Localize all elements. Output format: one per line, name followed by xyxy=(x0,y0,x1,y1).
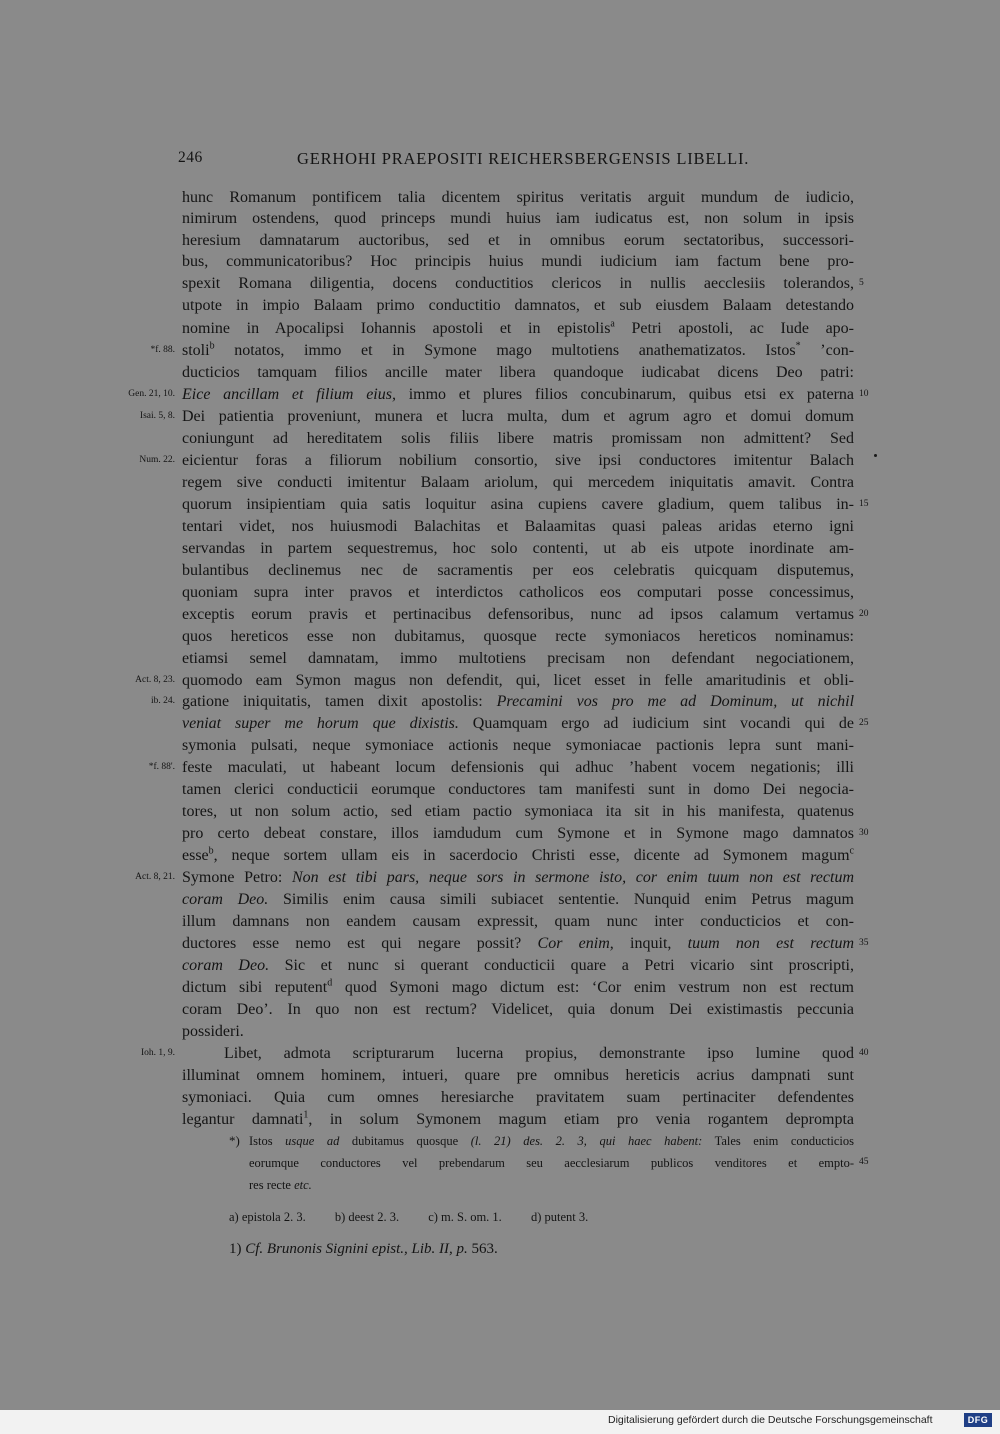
text-line: symoniaci. Quia cum omnes heresiarche pravitatem suam pertinaciter defendentes xyxy=(182,1089,854,1106)
text-segment: notatos, immo et in Symone mago multotiens anathematizatos. Istos xyxy=(234,342,796,359)
text-line: tentari videt, nos huiusmodi Balachitas et Balaamitas quasi paleas aridas eterno igni xyxy=(182,518,854,535)
line-number: 30 xyxy=(859,828,869,838)
line-number: 25 xyxy=(859,718,869,728)
text-line xyxy=(182,845,854,866)
margin-reference: Isai. 5, 8. xyxy=(139,411,175,421)
footnote-number: 1) xyxy=(229,1241,242,1257)
star-note-line xyxy=(249,1130,854,1152)
margin-reference: *f. 88. xyxy=(150,345,175,355)
text-line xyxy=(182,713,854,734)
footnote-text: 563. xyxy=(471,1241,498,1257)
text-line: pro certo debeat constare, illos iamdudum cum Symone et in Symone mago damnatos xyxy=(182,825,854,842)
star-note-line xyxy=(249,1174,854,1196)
margin-reference: Num. 22. xyxy=(139,455,175,465)
text-line: quoniam supra inter pravos et interdictos catholicos eos computari posse concessimus, xyxy=(182,584,854,601)
text-line: symonia pulsati, neque symoniace actionis neque symoniacae pactionis lepra sunt mani- xyxy=(182,737,854,754)
line-number: 45 xyxy=(859,1157,869,1167)
funding-notice: Digitalisierung gefördert durch die Deutsche Forschungsgemeinschaft xyxy=(608,1414,933,1426)
margin-reference: Gen. 21, 10. xyxy=(128,389,175,399)
note-text: res recte xyxy=(249,1178,291,1192)
text-line: regem sive conducti imitentur Balaam ariolum, qui mercedem iniquitatis amavit. Contra xyxy=(182,474,854,491)
text-line: hunc Romanum pontificem talia dicentem spiritus veritatis arguit mundum de iudicio, xyxy=(182,189,854,206)
text-line: etiamsi semel damnatam, immo multotiens precisam non defendant negociationem, xyxy=(182,650,854,667)
text-line: illum damnans non eandem causam expressit, quam nunc inter conducticios et con- xyxy=(182,913,854,930)
note-text: Tales enim conducticios xyxy=(714,1134,855,1148)
note-text: etc. xyxy=(294,1178,312,1192)
ink-speck xyxy=(874,454,877,457)
margin-reference: *f. 88'. xyxy=(148,762,175,772)
text-segment: ’habent vocem negationis; illi xyxy=(628,759,855,776)
text-line: tamen clerici conducticii eorumque conductores tam manifesti sunt in domo Dei negocia- xyxy=(182,781,854,798)
quotation: coram Deo. xyxy=(182,957,270,974)
running-title: GERHOHI PRAEPOSITI REICHERSBERGENSIS LIBELLI. xyxy=(297,149,750,168)
variant-note: b) deest 2. 3. xyxy=(334,1210,400,1224)
text-line xyxy=(182,340,854,361)
text-segment: Petri apostoli, ac Iude apo- xyxy=(631,320,855,337)
variant-marker: b xyxy=(209,340,215,352)
text-segment: immo et plures filios concubinarum, quibus etsi ex paterna xyxy=(408,386,855,403)
variant-marker: a xyxy=(610,318,615,330)
variant-marker: d xyxy=(327,977,333,989)
variant-marker: c xyxy=(849,845,854,857)
text-line: possideri. xyxy=(182,1023,244,1040)
text-segment: dictum sibi reputent xyxy=(182,979,328,996)
text-line: Dei patientia proveniunt, munera et lucra multa, dum et agrum agro et domui domum xyxy=(182,408,854,425)
note-text: dubitamus quosque xyxy=(351,1134,459,1148)
quotation: Eice ancillam et filium eius, xyxy=(182,386,396,403)
text-segment: ’con- xyxy=(820,342,855,359)
note-text: usque ad xyxy=(285,1134,340,1148)
text-segment: , in solum Symonem magum etiam pro venia rogantem deprompta xyxy=(308,1111,854,1128)
text-line: coniungunt ad hereditatem solis filiis libere matris promissam non admittent? Sed xyxy=(182,430,854,447)
text-line xyxy=(182,867,854,888)
text-segment: stoli xyxy=(182,342,210,359)
variant-note: a) epistola 2. 3. xyxy=(229,1210,306,1224)
text-segment: esse xyxy=(182,847,209,864)
note-text: qui haec habent: xyxy=(599,1134,703,1148)
text-line: heresium damnatarum auctoribus, sed et in omnibus eorum sectatoribus, successori- xyxy=(182,232,854,249)
dfg-logo[interactable]: DFG xyxy=(964,1413,992,1427)
quotation: Precamini vos pro me ad Dominum, ut nichil xyxy=(496,693,855,710)
text-segment: gatione iniquitatis, tamen dixit apostolis: xyxy=(182,693,483,710)
footnote xyxy=(229,1238,498,1260)
text-segment: , neque sortem ullam eis in sacerdocio Christi esse, dicente ad Symonem magum xyxy=(213,847,850,864)
text-segment: feste maculati, ut habeant locum defensionis qui adhuc xyxy=(182,759,614,776)
text-line: utpote in impio Balaam primo conductitio damnatos, et sub eiusdem Balaam detestando xyxy=(182,297,854,314)
text-line: quomodo eam Symon magus non defendit, qui, licet esset in felle amaritudinis et obli- xyxy=(182,672,854,689)
line-number: 5 xyxy=(859,278,864,288)
line-number: 20 xyxy=(859,609,869,619)
text-segment: ductores esse nemo est qui negare possit? xyxy=(182,935,522,952)
star-note-line: eorumque conductores vel prebendarum seu aecclesiarum publicos venditores et empto- xyxy=(249,1156,854,1170)
margin-reference: ib. 24. xyxy=(150,696,175,706)
note-star-mark: *) xyxy=(229,1133,240,1148)
running-header xyxy=(0,149,1000,173)
text-line: quos hereticos esse non dubitamus, quosque recte symoniacos hereticos nominamus: xyxy=(182,628,854,645)
text-line: coram Deo’. In quo non est rectum? Videlicet, quia donum Dei existimastis peccunia xyxy=(182,1001,854,1018)
text-segment: Similis enim causa simili subiacet sententie. Nunquid enim Petrus magum xyxy=(282,891,855,908)
text-line xyxy=(182,1109,854,1130)
text-segment: inquit, xyxy=(630,935,672,952)
line-number: 40 xyxy=(859,1048,869,1058)
note-text: Istos xyxy=(249,1134,273,1148)
page-number: 246 xyxy=(178,149,203,166)
quotation: tuum non est rectum xyxy=(687,935,855,952)
text-line xyxy=(182,889,854,910)
text-line xyxy=(182,933,854,954)
text-line xyxy=(182,691,854,712)
quotation: Cor enim, xyxy=(537,935,614,952)
text-line: ducticios tamquam filios ancille mater libera quandoque iudicabat dicens Deo patri: xyxy=(182,364,854,381)
variant-note: c) m. S. om. 1. xyxy=(428,1210,502,1224)
text-line: eicientur foras a filiorum nobilium consortio, sive ipsi conductores imitentur Balach xyxy=(182,452,854,469)
margin-reference: Act. 8, 23. xyxy=(135,675,175,685)
text-line: bulantibus declinemus nec de sacramentis per eos celebratis quicquam disputemus, xyxy=(182,562,854,579)
text-line: tores, ut non solum actio, sed etiam pactio symoniaca ita sit in his manifesta, quatenus xyxy=(182,803,854,820)
note-text: des. 2. 3, xyxy=(523,1134,587,1148)
text-segment: Quamquam ergo ad iudicium sint vocandi qui de xyxy=(472,715,854,732)
variant-note: d) putent 3. xyxy=(530,1210,589,1224)
text-line xyxy=(182,318,854,339)
text-line: spexit Romana diligentia, docens conductitios clericos in nullis aecclesiis tolerandos, xyxy=(182,275,854,292)
line-number: 35 xyxy=(859,938,869,948)
text-line: quorum insipientiam quia satis loquitur asina cupiens cavere gladium, quem talibus in- xyxy=(182,496,854,513)
footnote-marker: 1 xyxy=(303,1109,309,1121)
text-line: nimirum ostendens, quod princeps mundi huius iam iudicatus est, non solum in ipsis xyxy=(182,210,854,227)
text-line: bus, communicatoribus? Hoc principis huius mundi iudicium iam factum bene pro- xyxy=(182,253,854,270)
margin-reference: Act. 8, 21. xyxy=(135,872,175,882)
text-segment: legantur damnati xyxy=(182,1111,304,1128)
quotation: veniat super me horum que dixistis. xyxy=(182,715,459,732)
line-number: 15 xyxy=(859,499,869,509)
variant-marker: b xyxy=(208,845,214,857)
text-segment: nomine in Apocalipsi Iohannis apostoli et in epistolis xyxy=(182,320,611,337)
text-line: illuminat omnem hominem, intueri, quare pre omnibus hereticis acrius dampnati sunt xyxy=(182,1067,854,1084)
text-segment: Sic et nunc si querant conducticii quare a Petri vicario sint proscripti, xyxy=(284,957,854,974)
margin-reference: Ioh. 1, 9. xyxy=(140,1048,175,1058)
text-line xyxy=(182,977,854,998)
quotation: Non est tibi pars, neque sors in sermone isto, cor enim tuum non est rectum xyxy=(291,869,855,886)
footnote-text: Cf. Brunonis Signini epist., Lib. II, p. xyxy=(245,1241,468,1257)
text-line: Libet, admota scripturarum lucerna propius, demonstrante ipso lumine quod xyxy=(224,1045,854,1062)
text-line: exceptis eorum pravis et pertinacibus defensoribus, nunc ad ipsos calamum vertamus xyxy=(182,606,854,623)
text-line xyxy=(182,757,854,778)
variant-notes xyxy=(229,1207,614,1227)
note-star: * xyxy=(795,340,801,352)
text-segment: quod Symoni mago dictum est: ‘Cor enim vestrum non est rectum xyxy=(344,979,855,996)
quotation: coram Deo. xyxy=(182,891,269,908)
text-line xyxy=(182,955,854,976)
text-line xyxy=(182,384,854,405)
note-text: (l. 21) xyxy=(470,1134,511,1148)
line-number: 10 xyxy=(859,389,869,399)
text-segment: Symone Petro: xyxy=(182,869,283,886)
text-line: servandas in partem sequestremus, hoc solo contenti, ut ab eis utpote inordinate am- xyxy=(182,540,854,557)
